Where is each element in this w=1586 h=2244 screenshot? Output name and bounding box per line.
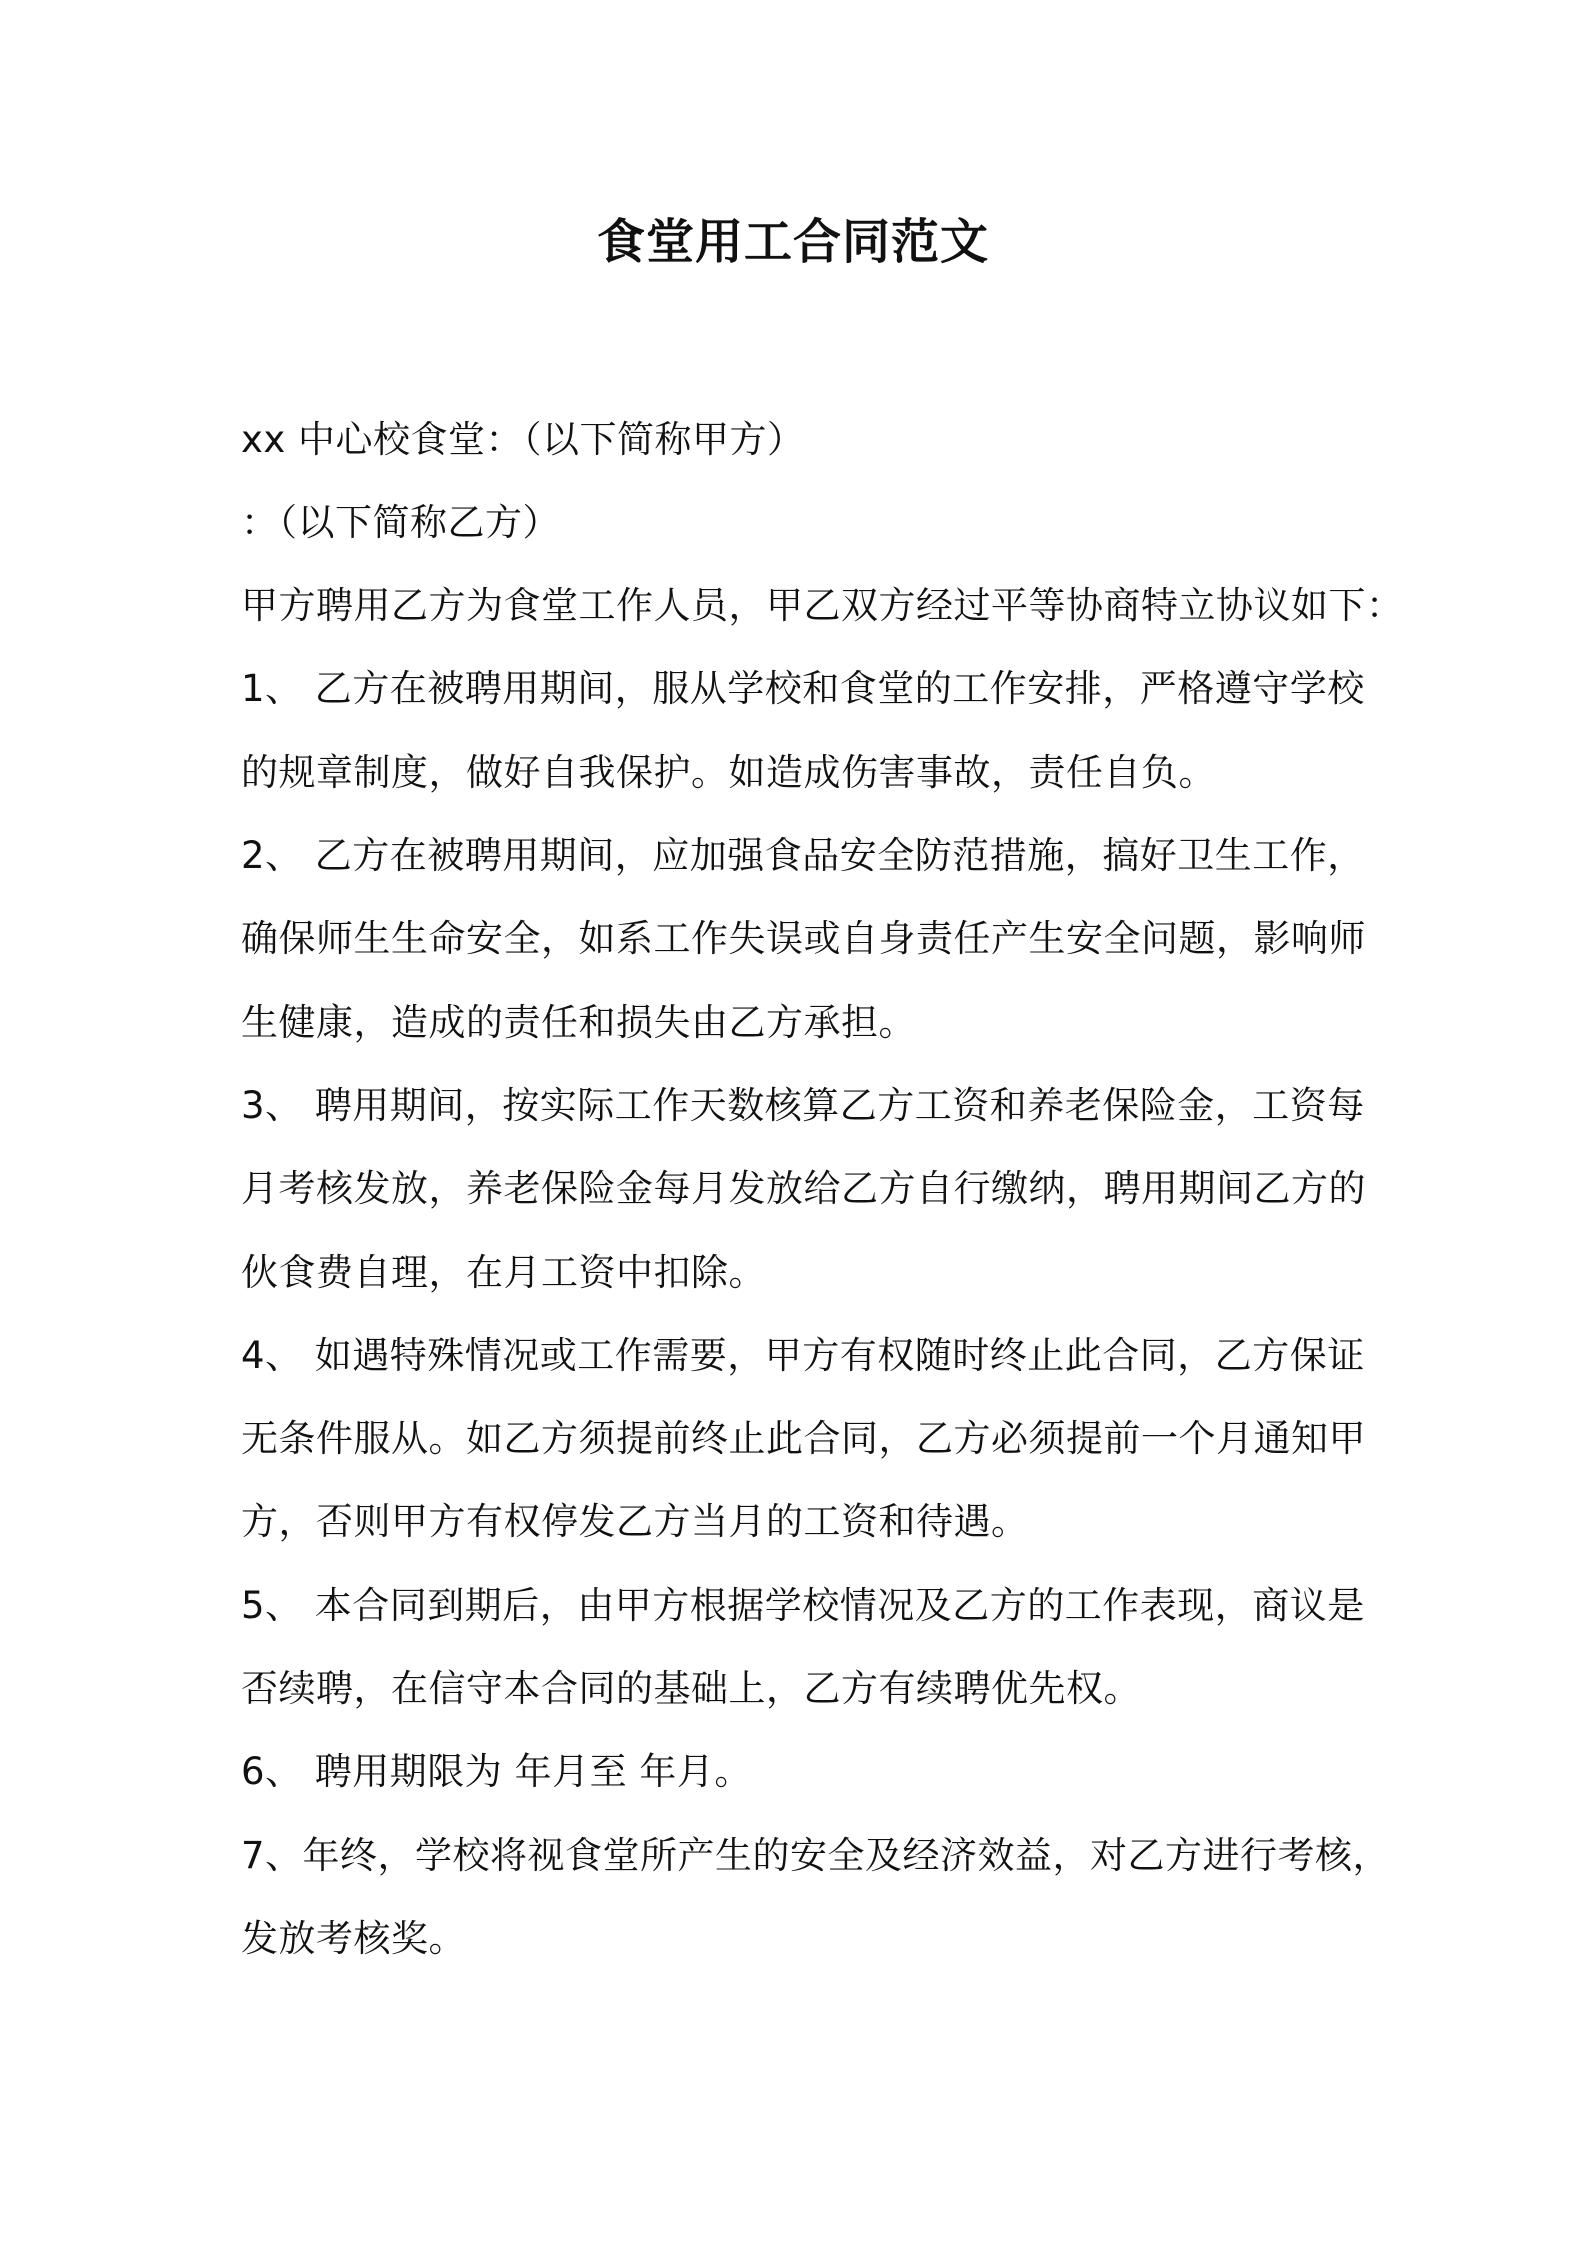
- clause-2-line-3: 生健康，造成的责任和损失由乙方承担。: [241, 1001, 916, 1044]
- intro-line: 甲方聘用乙方为食堂工作人员，甲乙双方经过平等协商特立协议如下：: [241, 584, 1404, 627]
- clause-4-line-1: 4、 如遇特殊情况或工作需要，甲方有权随时终止此合同，乙方保证: [241, 1334, 1365, 1377]
- clause-7-line-1: 7、年终，学校将视食堂所产生的安全及经济效益，对乙方进行考核，: [241, 1834, 1391, 1877]
- party-a-line: xx 中心校食堂：（以下简称甲方）: [241, 418, 805, 461]
- party-b-line: ：（以下简称乙方）: [241, 501, 560, 544]
- clause-6-line-1: 6、 聘用期限为 年月至 年月。: [241, 1750, 752, 1793]
- clause-2-line-1: 2、 乙方在被聘用期间，应加强食品安全防范措施，搞好卫生工作，: [241, 834, 1365, 877]
- clause-1-line-2: 的规章制度，做好自我保护。如造成伤害事故，责任自负。: [241, 751, 1216, 794]
- clause-1-line-1: 1、 乙方在被聘用期间，服从学校和食堂的工作安排，严格遵守学校: [241, 667, 1365, 710]
- clause-5-line-1: 5、 本合同到期后，由甲方根据学校情况及乙方的工作表现，商议是: [241, 1584, 1365, 1627]
- clause-3-line-1: 3、 聘用期间，按实际工作天数核算乙方工资和养老保险金，工资每: [241, 1084, 1365, 1127]
- clause-3-line-3: 伙食费自理，在月工资中扣除。: [241, 1251, 766, 1294]
- document-title: 食堂用工合同范文: [596, 214, 989, 270]
- clause-7-line-2: 发放考核奖。: [241, 1917, 466, 1960]
- clause-4-line-3: 方，否则甲方有权停发乙方当月的工资和待遇。: [241, 1500, 1029, 1543]
- clause-2-line-2: 确保师生生命安全，如系工作失误或自身责任产生安全问题，影响师: [241, 917, 1366, 960]
- clause-5-line-2: 否续聘，在信守本合同的基础上，乙方有续聘优先权。: [241, 1667, 1141, 1710]
- clause-4-line-2: 无条件服从。如乙方须提前终止此合同，乙方必须提前一个月通知甲: [241, 1417, 1366, 1460]
- clause-3-line-2: 月考核发放，养老保险金每月发放给乙方自行缴纳，聘用期间乙方的: [241, 1167, 1366, 1210]
